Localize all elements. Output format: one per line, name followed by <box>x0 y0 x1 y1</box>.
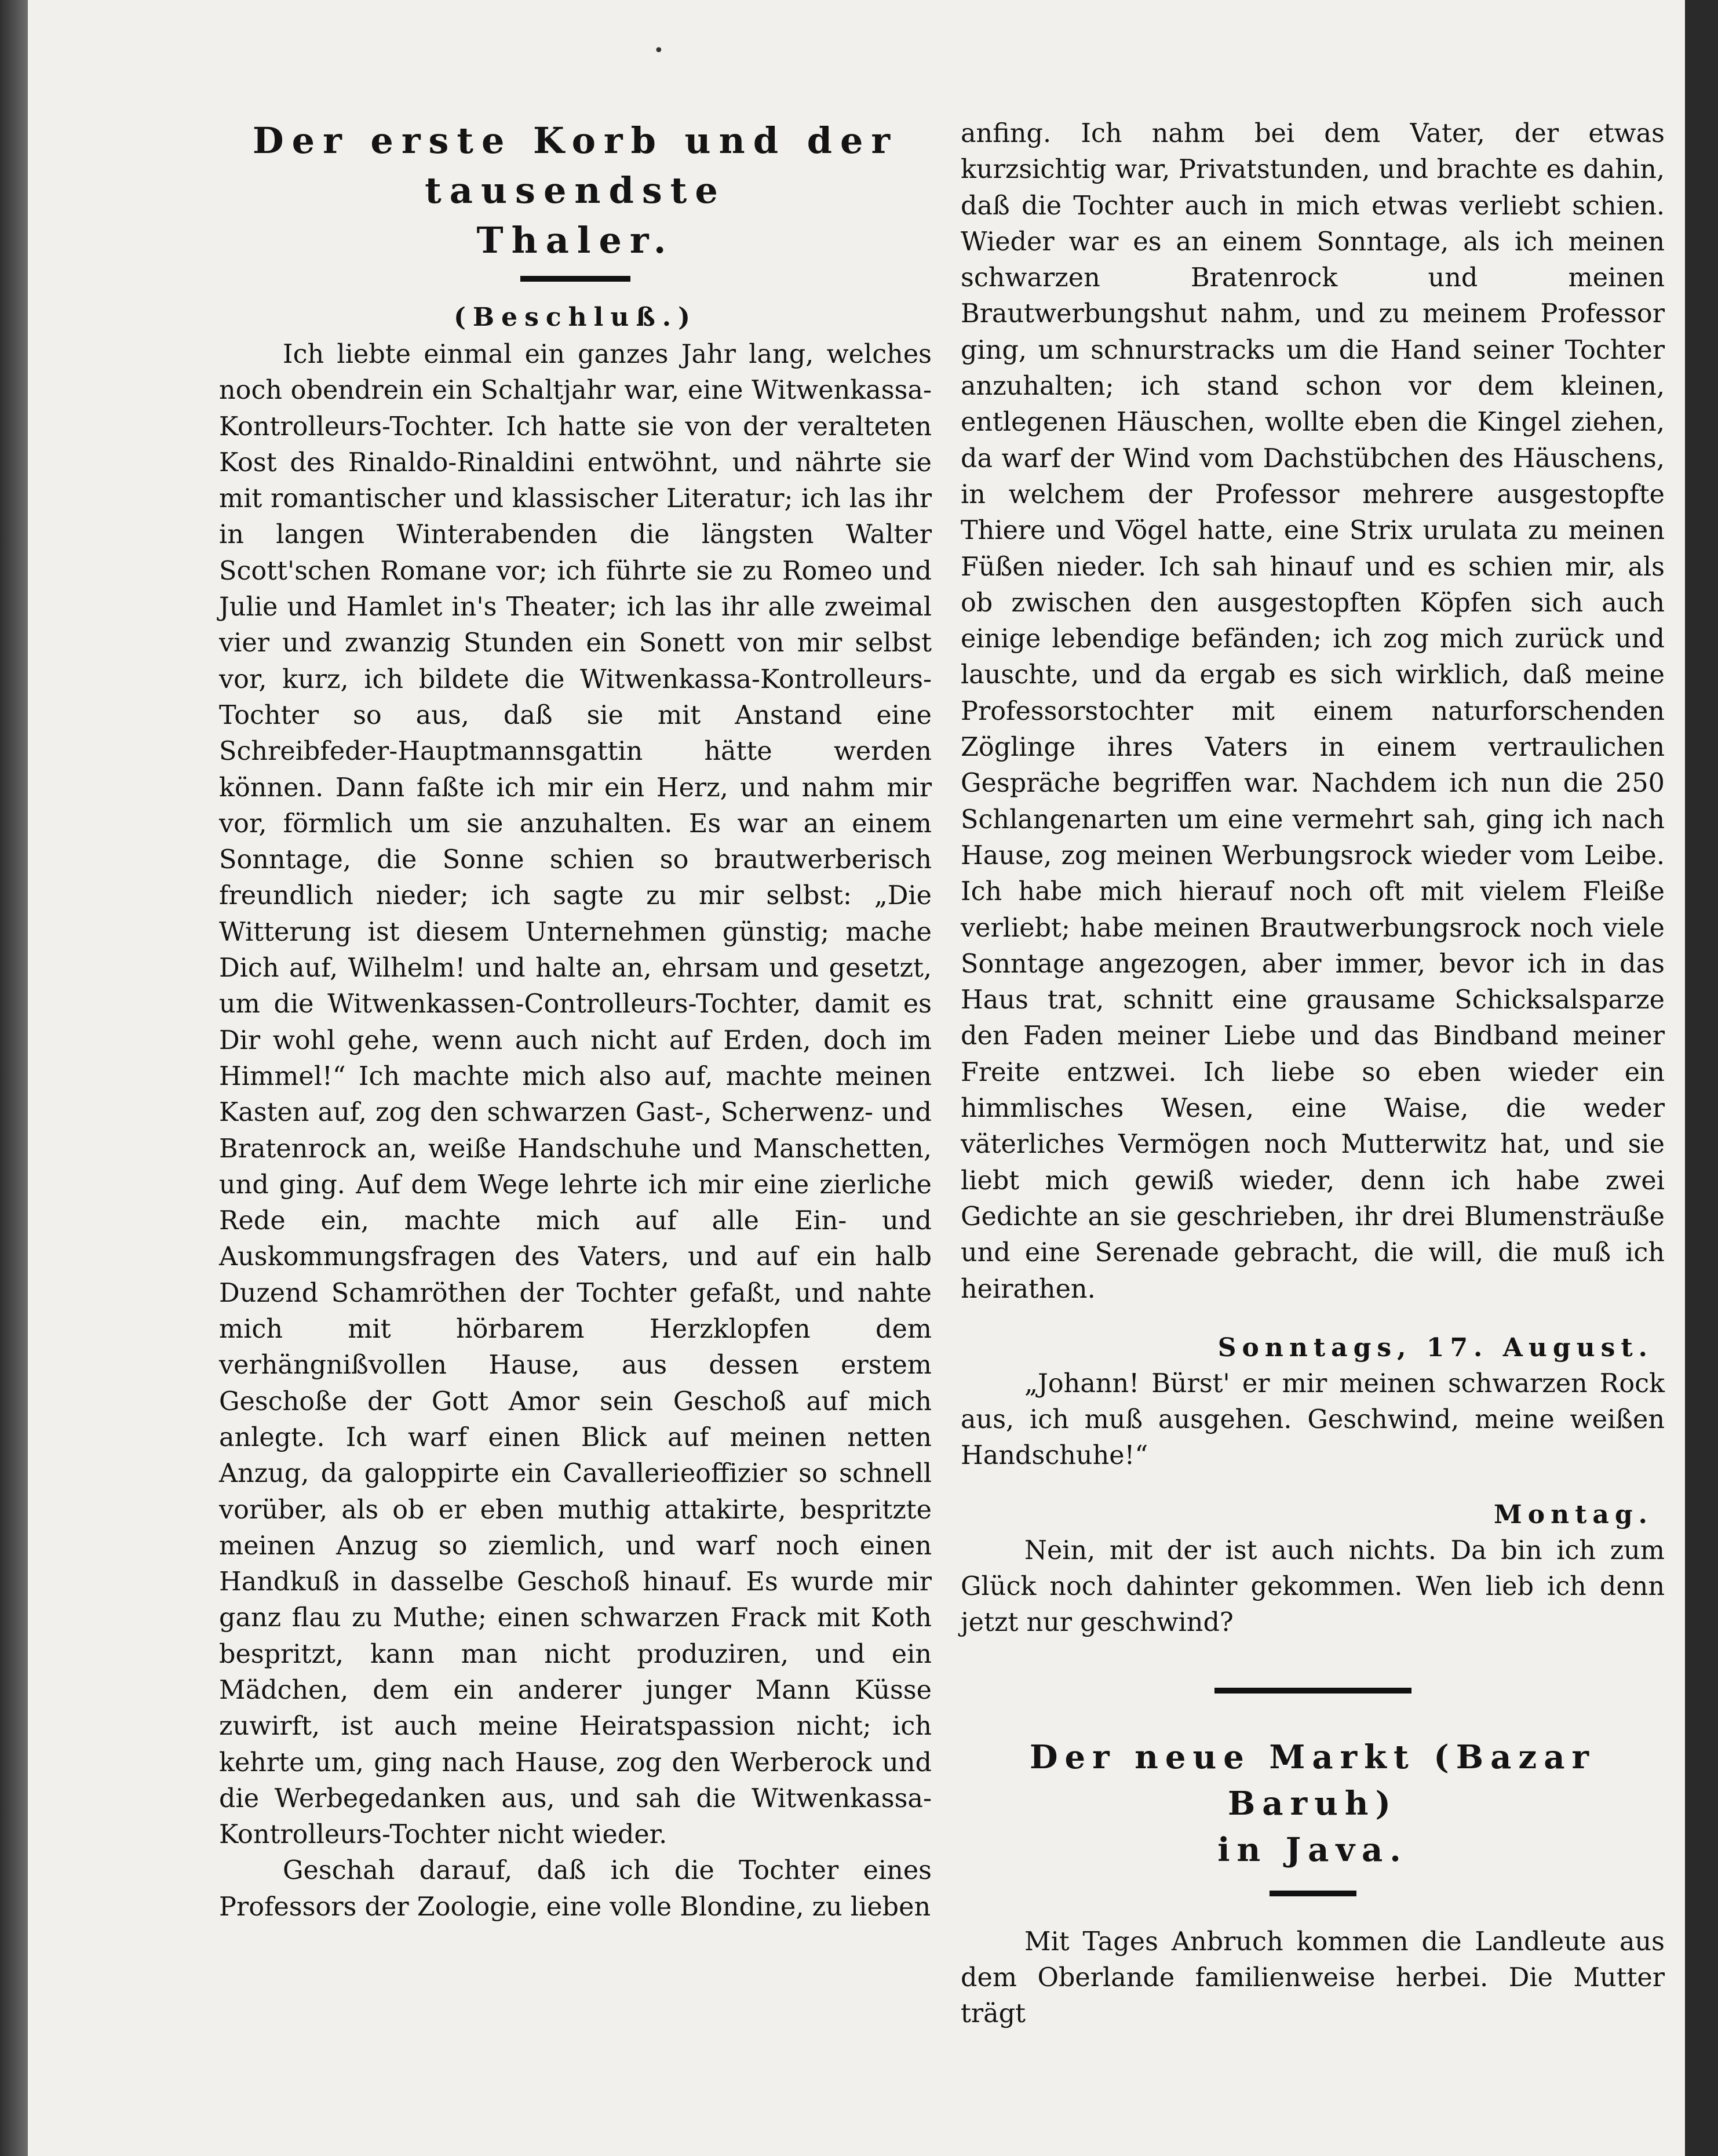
scan-left-edge <box>0 0 28 2156</box>
date-monday: Montag. <box>1494 1499 1653 1529</box>
monday-entry: Nein, mit der ist auch nichts. Da bin ich zum Glück noch dahinter gekommen. Wen lieb ich denn jetzt nur geschwind? <box>961 1535 1665 1638</box>
page-number-mark: • <box>654 41 664 61</box>
section-divider <box>1214 1688 1411 1694</box>
newspaper-page <box>28 0 1685 2156</box>
date-sunday: Sonntags, 17. August. <box>1217 1332 1653 1363</box>
story-continuation: anfing. Ich nahm bei dem Vater, der etwas kurzsichtig war, Privatstunden, und brachte es dahin, daß die Tochter auch in mich etwas verliebt schien. Wieder war es an einem Sonntage, als ich meinen schwarzen Bratenrock und meinen Brautwerbungshut nahm, und zu meinem Professor ging, um schnurstracks um die Hand seiner Tochter anzuhalten; ich stand schon vor dem kleinen, entlegenen Häuschen, wollte eben die Kingel ziehen, da warf der Wind vom Dachstübchen des Häuschens, in welchem der Professor mehrere ausgestopfte Thiere und Vögel hatte, eine Strix urulata zu meinen Füßen nieder. Ich sah hinauf und es schien mir, als ob zwischen den ausgestopften Köpfen sich auch einige lebendige befänden; ich zog mich zurück und lauschte, und da ergab es sich wirklich, daß meine Professorstochter mit einem naturforschenden Zöglinge ihres Vaters in einem vertraulichen Gespräche begriffen war. Nachdem ich nun die 250 Schlangenarten um eine vermehrt sah, ging ich nach Hause, zog meinen Werbungsrock wieder vom Leibe. Ich habe mich hierauf noch oft mit vielem Fleiße verliebt; habe meinen Brautwerbungsrock noch viele Sonntage angezogen, aber immer, bevor ich in das Haus trat, schnitt eine grausame Schicksalsparze den Faden meiner Liebe und das Bindband meiner Freite entzwei. Ich liebe so eben wieder ein himmlisches Wesen, eine Waise, die weder väterliches Vermögen noch Mutterwitz hat, und sie liebt mich gewiß wieder, denn ich habe zwei Gedichte an sie geschrieben, ihr drei Blumensträuße und eine Serenade gebracht, die will, die muß ich heirathen. <box>961 119 1665 1304</box>
title-divider <box>520 276 630 282</box>
sunday-entry: „Johann! Bürst' er mir meinen schwarzen Rock aus, ich muß ausgehen. Geschwind, meine weißen Handschuhe!“ <box>961 1368 1665 1471</box>
story-title <box>219 116 932 265</box>
story-title-line-2: Thaler. <box>476 219 674 261</box>
story-paragraph-1: Ich liebte einmal ein ganzes Jahr lang, welches noch obendrein ein Schaltjahr war, eine Witwenkassa-Kontrolleurs-Tochter. Ich hatte sie von der veralteten Kost des Rinaldo-Rinaldini entwöhnt, und nährte sie mit romantischer und klassischer Literatur; ich las ihr in langen Winterabenden die längsten Walter Scott'schen Romane vor; ich führte sie zu Romeo und Julie und Hamlet in's Theater; ich las ihr alle zweimal vier und zwanzig Stunden ein Sonett von mir selbst vor, kurz, ich bildete die Witwenkassa-Kontrolleurs-Tochter so aus, daß sie mit Anstand eine Schreibfeder-Hauptmannsgattin hätte werden können. Dann faßte ich mir ein Herz, und nahm mir vor, förmlich um sie anzuhalten. Es war an einem Sonntage, die Sonne schien so brautwerberisch freundlich nieder; ich sagte zu mir selbst: „Die Witterung ist diesem Unternehmen günstig; mache Dich auf, Wilhelm! und halte an, ehrsam und gesetzt, um die Witwenkassen-Controlleurs-Tochter, damit es Dir wohl gehe, wenn auch nicht auf Erden, doch im Himmel!“ Ich machte mich also auf, machte meinen Kasten auf, zog den schwarzen Gast-, Scherwenz- und Bratenrock an, weiße Handschuhe und Manschetten, und ging. Auf dem Wege lehrte ich mir eine zierliche Rede ein, machte mich auf alle Ein- und Auskommungsfragen des Vaters, und auf ein halb Duzend Schamröthen der Tochter gefaßt, und nahte mich mit hörbarem Herzklopfen dem verhängnißvollen Hause, aus dessen erstem Geschoße der Gott Amor sein Geschoß auf mich anlegte. Ich warf einen Blick auf meinen netten Anzug, da galoppirte ein Cavallerieoffizier so schnell vorüber, als ob er eben muthig attakirte, bespritzte meinen Anzug so ziemlich, und warf noch einen Handkuß in dasselbe Geschoß hinauf. Es wurde mir ganz flau zu Muthe; einen schwarzen Frack mit Koth bespritzt, kann man nicht produziren, und ein Mädchen, dem ein anderer junger Mann Küsse zuwirft, ist auch meine Heiratspassion nicht; ich kehrte um, ging nach Hause, zog den Werberock und die Werbegedanken aus, und sah die Witwenkassa-Kontrolleurs-Tochter nicht wieder. <box>219 340 932 1850</box>
new-article-divider <box>1270 1891 1356 1896</box>
new-article-title-line-1: Der neue Markt (Bazar Baruh) <box>1029 1738 1596 1823</box>
conclusion-marker: (Beschluß.) <box>454 303 697 332</box>
right-column <box>961 116 1665 2032</box>
story-title-line-1: Der erste Korb und der tausendste <box>252 119 899 212</box>
left-column <box>219 116 932 1925</box>
scan-right-edge <box>1685 0 1718 2156</box>
new-article-title-line-2: in Java. <box>1217 1830 1408 1869</box>
new-article-title <box>961 1734 1665 1873</box>
story-paragraph-2: Geschah darauf, daß ich die Tochter eines Professors der Zoologie, eine volle Blondine, zu lieben <box>219 1856 932 1922</box>
new-article-paragraph: Mit Tages Anbruch kommen die Landleute aus dem Oberlande familienweise herbei. Die Mutter trägt <box>961 1926 1665 2029</box>
